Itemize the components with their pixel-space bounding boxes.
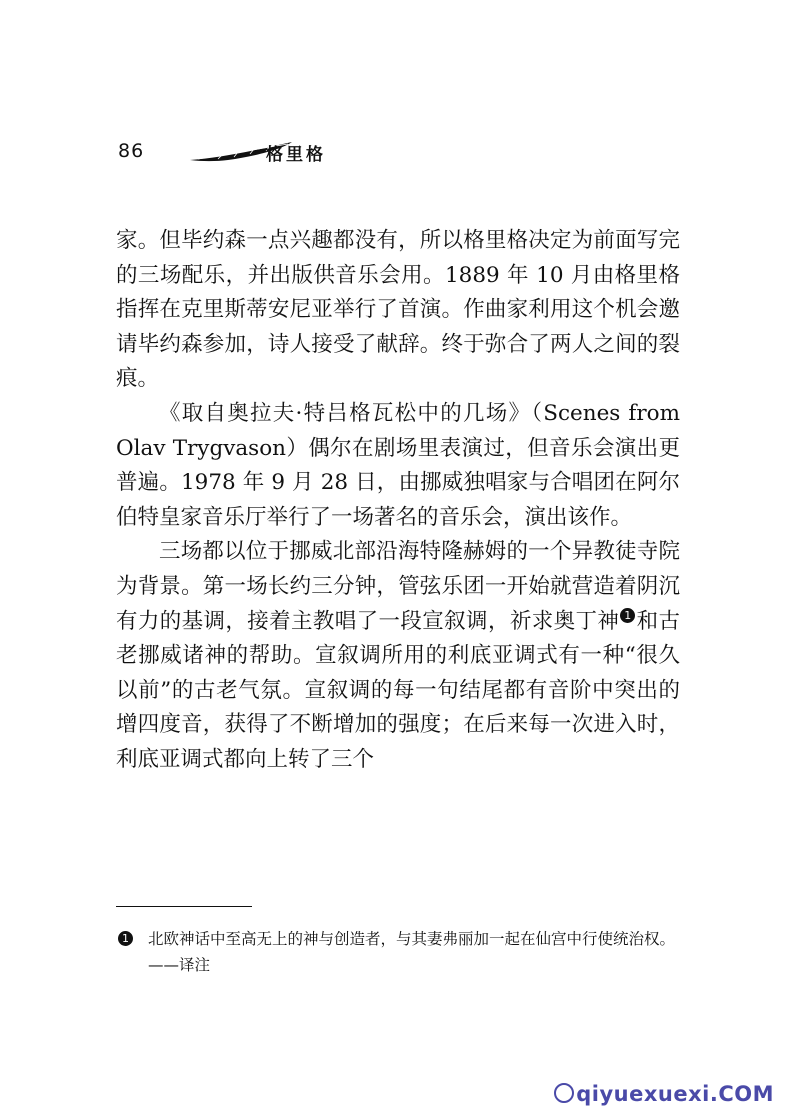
footnote-text: 北欧神话中至高无上的神与创造者，与其妻弗丽加一起在仙宫中行使统治权。——译注: [148, 930, 676, 974]
site-watermark: [554, 1082, 774, 1106]
page-number: 86: [118, 140, 145, 162]
watermark-text: qiyuexuexi.COM: [576, 1082, 774, 1106]
page-header: [118, 138, 678, 168]
paragraph-3: [116, 535, 680, 777]
watermark-logo-icon: [554, 1083, 574, 1103]
paragraph-1: 家。但毕约森一点兴趣都没有，所以格里格决定为前面写完的三场配乐，并出版供音乐会用。1889 年 10 月由格里格指挥在克里斯蒂安尼亚举行了首演。作曲家利用这个机会邀请毕约森参加，诗人接受了献辞。终于弥合了两人之间的裂痕。: [116, 228, 680, 392]
running-title: 格里格: [266, 145, 326, 165]
paragraph-2: 《取自奥拉夫·特吕格瓦松中的几场》（Scenes from Olav Trygvason）偶尔在剧场里表演过，但音乐会演出更普遍。1978 年 9 月 28 日，由挪威独唱家与合唱团在阿尔伯特皇家音乐厅举行了一场著名的音乐会，演出该作。: [116, 400, 680, 530]
paragraph-3-text-a: 三场都以位于挪威北部沿海特隆赫姆的一个异教徒寺院为背景。第一场长约三分钟，管弦乐团一开始就营造着阴沉有力的基调，接着主教唱了一段宣叙调，祈求奥丁神: [116, 539, 680, 634]
footnote-reference-marker: 1: [620, 608, 635, 623]
body-text: [116, 224, 680, 778]
footnote: [122, 926, 688, 978]
footnote-separator: [116, 906, 252, 907]
paragraph-3-text-b: 和古老挪威诸神的帮助。宣叙调所用的利底亚调式有一种“很久以前”的古老气氛。宣叙调的每一句结尾都有音阶中突出的增四度音，获得了不断增加的强度；在后来每一次进入时，利底亚调式都向上转了三个: [116, 608, 680, 772]
footnote-marker: 1: [118, 931, 133, 946]
